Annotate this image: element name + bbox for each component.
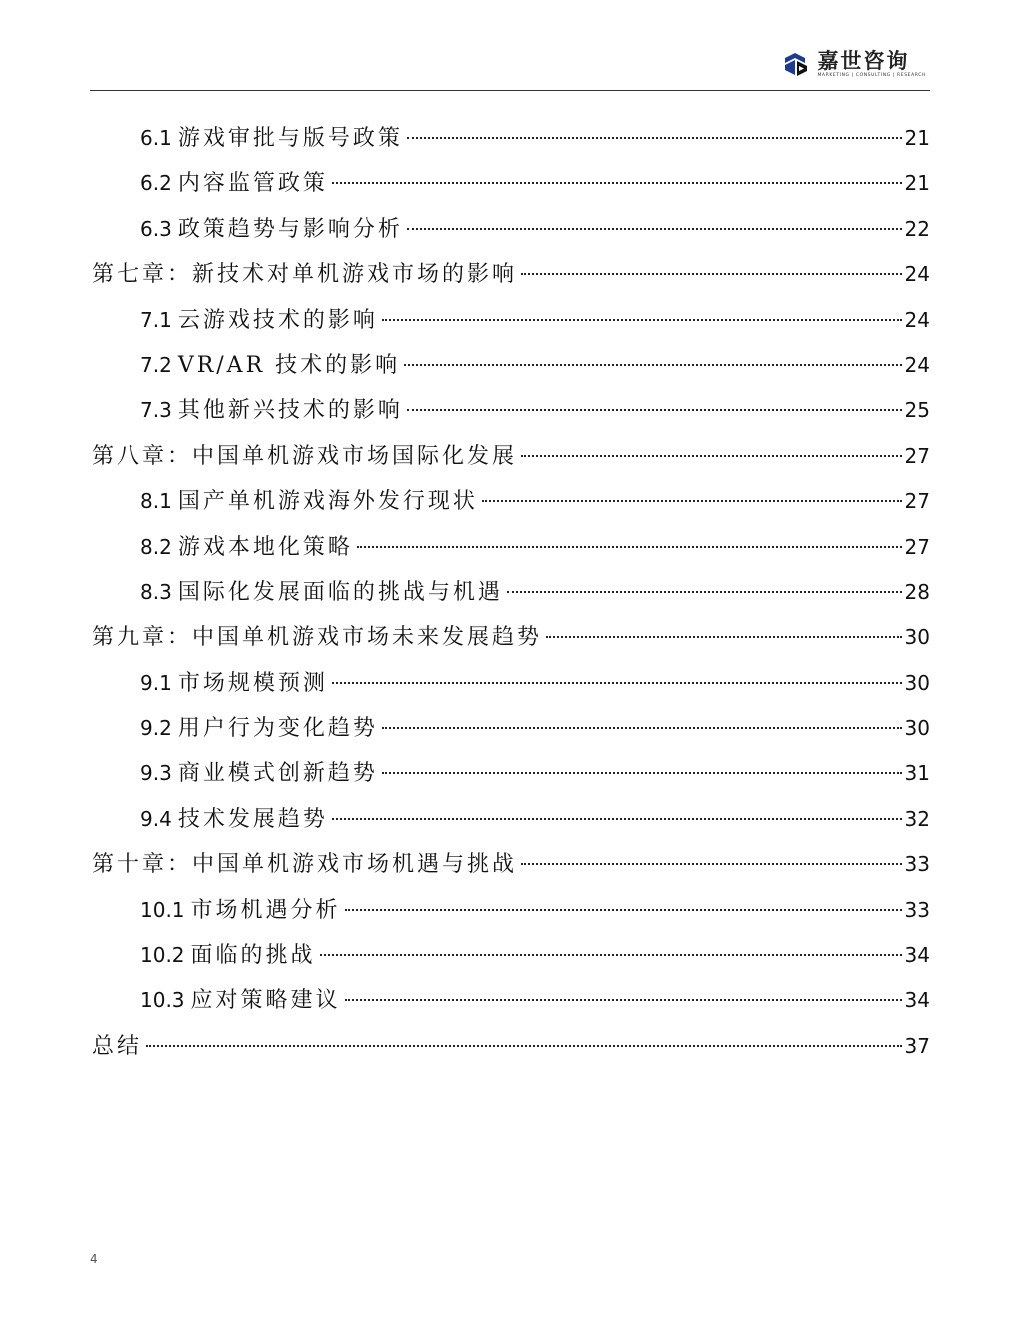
toc-dot-leader xyxy=(345,999,902,1001)
toc-entry-title: 第十章：中国单机游戏市场机遇与挑战 xyxy=(92,852,518,878)
toc-entry-title: VR/AR 技术的影响 xyxy=(177,352,401,378)
toc-entry-title: 商业模式创新趋势 xyxy=(177,761,378,787)
logo-tagline: MARKETING | CONSULTING | RESEARCH xyxy=(817,72,926,78)
toc-dot-leader xyxy=(521,455,902,457)
toc-section-entry[interactable] xyxy=(90,978,930,1023)
toc-dot-leader xyxy=(382,772,902,774)
toc-entry-page: 21 xyxy=(904,171,930,196)
toc-entry-page: 37 xyxy=(904,1033,930,1058)
page-header xyxy=(90,40,930,91)
toc-dot-leader xyxy=(546,636,902,638)
toc-entry-number: 10.3 xyxy=(140,988,185,1013)
toc-entry-page: 27 xyxy=(904,534,930,559)
toc-section-entry[interactable] xyxy=(90,797,930,842)
toc-entry-title: 应对策略建议 xyxy=(190,988,341,1014)
toc-entry-page: 33 xyxy=(904,897,930,922)
toc-dot-leader xyxy=(320,954,902,956)
toc-dot-leader xyxy=(345,909,902,911)
toc-entry-page: 25 xyxy=(904,398,930,423)
toc-entry-title: 技术发展趋势 xyxy=(177,806,328,832)
toc-chapter-entry[interactable] xyxy=(90,252,930,297)
toc-entry-title: 用户行为变化趋势 xyxy=(177,716,378,742)
toc-entry-number: 9.3 xyxy=(140,761,172,786)
toc-entry-number: 9.2 xyxy=(140,716,172,741)
page-number: 4 xyxy=(90,1252,98,1266)
logo-mark-icon xyxy=(781,49,811,79)
toc-section-entry[interactable] xyxy=(90,661,930,706)
toc-dot-leader xyxy=(332,818,902,820)
toc-entry-number: 10.1 xyxy=(140,897,185,922)
toc-entry-title: 游戏审批与版号政策 xyxy=(177,126,403,151)
toc-entry-title: 第七章：新技术对单机游戏市场的影响 xyxy=(92,262,518,288)
toc-dot-leader xyxy=(407,137,902,139)
toc-entry-page: 22 xyxy=(904,216,930,241)
toc-dot-leader xyxy=(404,364,901,366)
toc-entry-page: 21 xyxy=(904,126,930,150)
toc-entry-number: 6.1 xyxy=(140,126,172,150)
toc-entry-page: 30 xyxy=(904,625,930,650)
toc-entry-page: 34 xyxy=(904,943,930,968)
toc-section-entry[interactable] xyxy=(90,207,930,252)
toc-section-entry[interactable] xyxy=(90,479,930,524)
toc-entry-title: 总结 xyxy=(92,1033,143,1059)
toc-entry-number: 7.2 xyxy=(140,352,172,377)
company-logo xyxy=(781,44,926,84)
toc-section-entry[interactable] xyxy=(90,116,930,161)
toc-entry-number: 6.3 xyxy=(140,216,172,241)
toc-entry-number: 9.1 xyxy=(140,670,172,695)
toc-dot-leader xyxy=(521,863,902,865)
toc-entry-title: 第九章：中国单机游戏市场未来发展趋势 xyxy=(92,625,543,651)
logo-name: 嘉世咨询 xyxy=(817,48,910,73)
table-of-contents xyxy=(90,116,930,1069)
toc-entry-page: 27 xyxy=(904,443,930,468)
logo-text xyxy=(817,50,926,79)
toc-entry-number: 10.2 xyxy=(140,943,185,968)
toc-section-entry[interactable] xyxy=(90,570,930,615)
toc-section-entry[interactable] xyxy=(90,343,930,388)
toc-section-entry[interactable] xyxy=(90,388,930,433)
toc-entry-number: 8.2 xyxy=(140,534,172,559)
toc-dot-leader xyxy=(482,500,902,502)
toc-entry-page: 33 xyxy=(904,852,930,877)
toc-section-entry[interactable] xyxy=(90,525,930,570)
toc-entry-title: 国产单机游戏海外发行现状 xyxy=(177,489,478,515)
toc-entry-title: 国际化发展面临的挑战与机遇 xyxy=(177,579,503,605)
toc-entry-number: 9.4 xyxy=(140,806,172,831)
toc-section-entry[interactable] xyxy=(90,888,930,933)
toc-dot-leader xyxy=(407,228,902,230)
toc-entry-page: 24 xyxy=(904,262,930,287)
toc-entry-number: 7.1 xyxy=(140,307,172,332)
toc-dot-leader xyxy=(357,546,902,548)
toc-entry-page: 28 xyxy=(904,579,930,604)
toc-dot-leader xyxy=(407,409,902,411)
toc-entry-title: 市场机遇分析 xyxy=(190,897,341,923)
toc-chapter-entry[interactable] xyxy=(90,842,930,887)
toc-entry-page: 34 xyxy=(904,988,930,1013)
toc-section-entry[interactable] xyxy=(90,298,930,343)
toc-dot-leader xyxy=(382,727,902,729)
toc-entry-number: 8.1 xyxy=(140,489,172,514)
toc-dot-leader xyxy=(507,591,902,593)
toc-section-entry[interactable] xyxy=(90,933,930,978)
toc-entry-page: 24 xyxy=(904,352,930,377)
toc-entry-title: 面临的挑战 xyxy=(190,943,316,969)
toc-entry-page: 27 xyxy=(904,489,930,514)
toc-entry-page: 30 xyxy=(904,670,930,695)
toc-entry-page: 32 xyxy=(904,806,930,831)
toc-entry-title: 第八章：中国单机游戏市场国际化发展 xyxy=(92,443,518,469)
toc-entry-number: 8.3 xyxy=(140,579,172,604)
toc-entry-title: 内容监管政策 xyxy=(177,171,328,197)
toc-section-entry[interactable] xyxy=(90,161,930,206)
toc-entry-title: 市场规模预测 xyxy=(177,670,328,696)
toc-dot-leader xyxy=(146,1045,902,1047)
toc-entry-title: 政策趋势与影响分析 xyxy=(177,216,403,242)
toc-dot-leader xyxy=(382,319,902,321)
toc-dot-leader xyxy=(332,182,902,184)
toc-dot-leader xyxy=(332,682,902,684)
toc-chapter-entry[interactable] xyxy=(90,1024,930,1069)
toc-dot-leader xyxy=(521,273,902,275)
toc-entry-page: 30 xyxy=(904,716,930,741)
toc-entry-number: 7.3 xyxy=(140,398,172,423)
toc-chapter-entry[interactable] xyxy=(90,434,930,479)
toc-entry-title: 云游戏技术的影响 xyxy=(177,307,378,333)
toc-entry-title: 其他新兴技术的影响 xyxy=(177,398,403,424)
toc-entry-number: 6.2 xyxy=(140,171,172,196)
toc-section-entry[interactable] xyxy=(90,706,930,751)
toc-entry-page: 24 xyxy=(904,307,930,332)
toc-entry-page: 31 xyxy=(904,761,930,786)
toc-section-entry[interactable] xyxy=(90,751,930,796)
toc-chapter-entry[interactable] xyxy=(90,615,930,660)
toc-entry-title: 游戏本地化策略 xyxy=(177,534,353,560)
